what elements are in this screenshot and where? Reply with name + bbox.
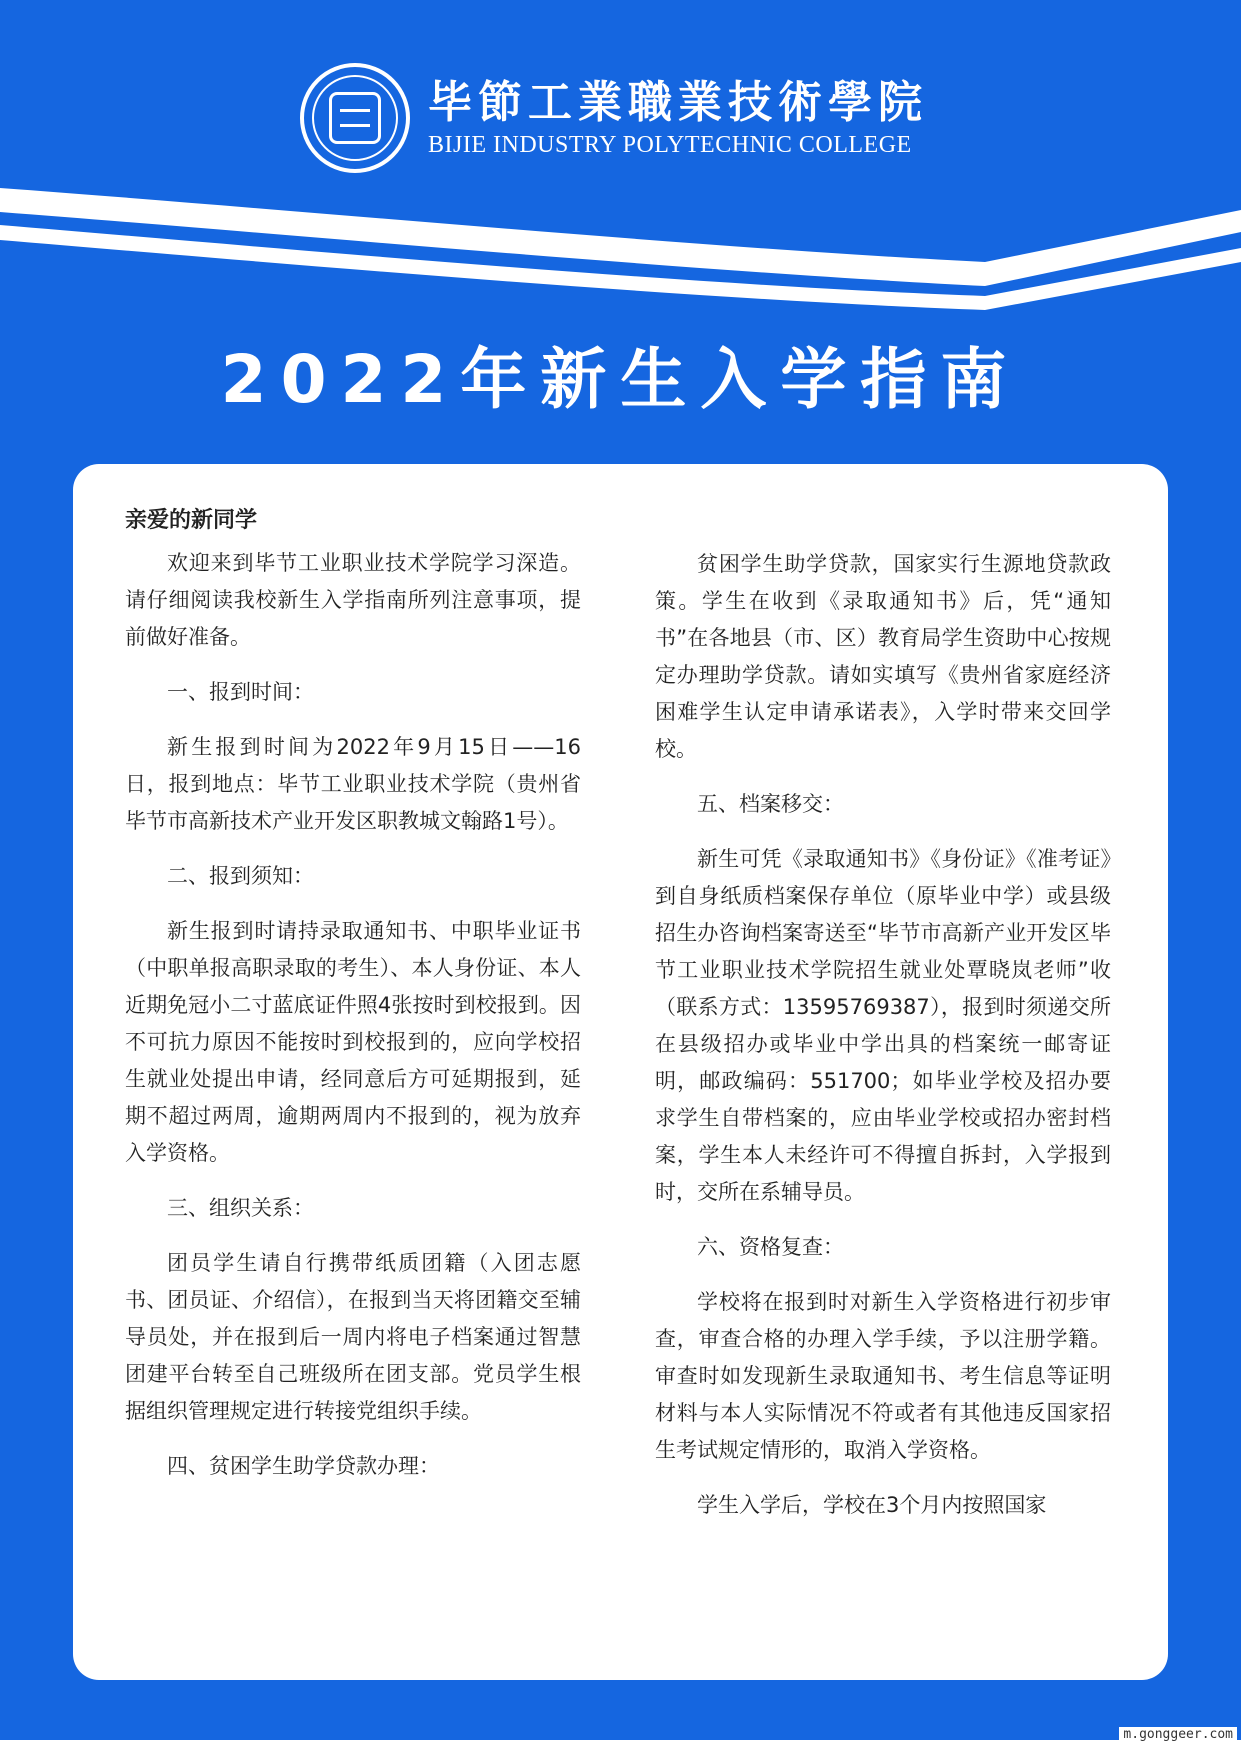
- paragraph: 团员学生请自行携带纸质团籍（入团志愿书、团员证、介绍信），在报到当天将团籍交至辅导员处，并在报到后一周内将电子档案通过智慧团建平台转至自己班级所在团支部。党员学生根据组织管理规定进行转接党组织手续。: [125, 1251, 581, 1423]
- college-logo: [300, 58, 930, 178]
- paragraph: 学校将在报到时对新生入学资格进行初步审查，审查合格的办理入学手续，予以注册学籍。审查时如发现新生录取通知书、考生信息等证明材料与本人实际情况不符或者有其他违反国家招生考试规定情形的，取消入学资格。: [655, 1290, 1111, 1462]
- paragraph: 新生报到时请持录取通知书、中职毕业证书（中职单报高职录取的考生）、本人身份证、本人近期免冠小二寸蓝底证件照4张按时到校报到。因不可抗力原因不能按时到校报到的，应向学校招生就业处提出申请，经同意后方可延期报到，延期不超过两周，逾期两周内不报到的，视为放弃入学资格。: [125, 919, 581, 1165]
- section-heading: 六、资格复查：: [697, 1235, 844, 1259]
- section-heading: 五、档案移交：: [697, 792, 844, 816]
- paragraph: 欢迎来到毕节工业职业技术学院学习深造。请仔细阅读我校新生入学指南所列注意事项，提前做好准备。: [125, 551, 581, 649]
- college-name-cn: 毕節工業職業技術學院: [428, 77, 928, 128]
- content-card: [73, 464, 1168, 1680]
- page-title: 2022年新生入学指南: [220, 341, 1021, 418]
- college-emblem-icon: [300, 63, 410, 173]
- paragraph: 贫困学生助学贷款，国家实行生源地贷款政策。学生在收到《录取通知书》后，凭“通知书”在各地县（市、区）教育局学生资助中心按规定办理助学贷款。请如实填写《贵州省家庭经济困难学生认定申请承诺表》，入学时带来交回学校。: [655, 552, 1111, 761]
- section-heading: 二、报到须知：: [167, 864, 314, 888]
- paragraph: 新生可凭《录取通知书》《身份证》《准考证》到自身纸质档案保存单位（原毕业中学）或县级招生办咨询档案寄送至“毕节市高新产业开发区毕节工业职业技术学院招生就业处覃晓岚老师”收（联系方式：13595769387），报到时须递交所在县级招办或毕业中学出具的档案统一邮寄证明，邮政编码：551700；如毕业学校及招办要求学生自带档案的，应由毕业学校或招办密封档案，学生本人未经许可不得擅自拆封，入学报到时，交所在系辅导员。: [655, 847, 1111, 1204]
- paragraph: 新生报到时间为2022年9月15日——16日，报到地点：毕节工业职业技术学院（贵州省毕节市高新技术产业开发区职教城文翰路1号）。: [125, 735, 581, 833]
- college-name-en: BIJIE INDUSTRY POLYTECHNIC COLLEGE: [428, 132, 912, 158]
- section-heading: 一、报到时间：: [167, 680, 314, 704]
- section-heading: 三、组织关系：: [167, 1196, 314, 1220]
- watermark: m.gonggeer.com: [1119, 1727, 1237, 1742]
- right-column: [655, 546, 1111, 1542]
- greeting: 亲爱的新同学: [125, 508, 258, 533]
- wave-stripe-1: [0, 188, 1241, 286]
- footer-strip: [0, 1740, 1241, 1755]
- section-heading: 四、贫困学生助学贷款办理：: [167, 1454, 440, 1478]
- left-column: [125, 502, 581, 1503]
- paragraph: 学生入学后，学校在3个月内按照国家: [697, 1493, 1047, 1517]
